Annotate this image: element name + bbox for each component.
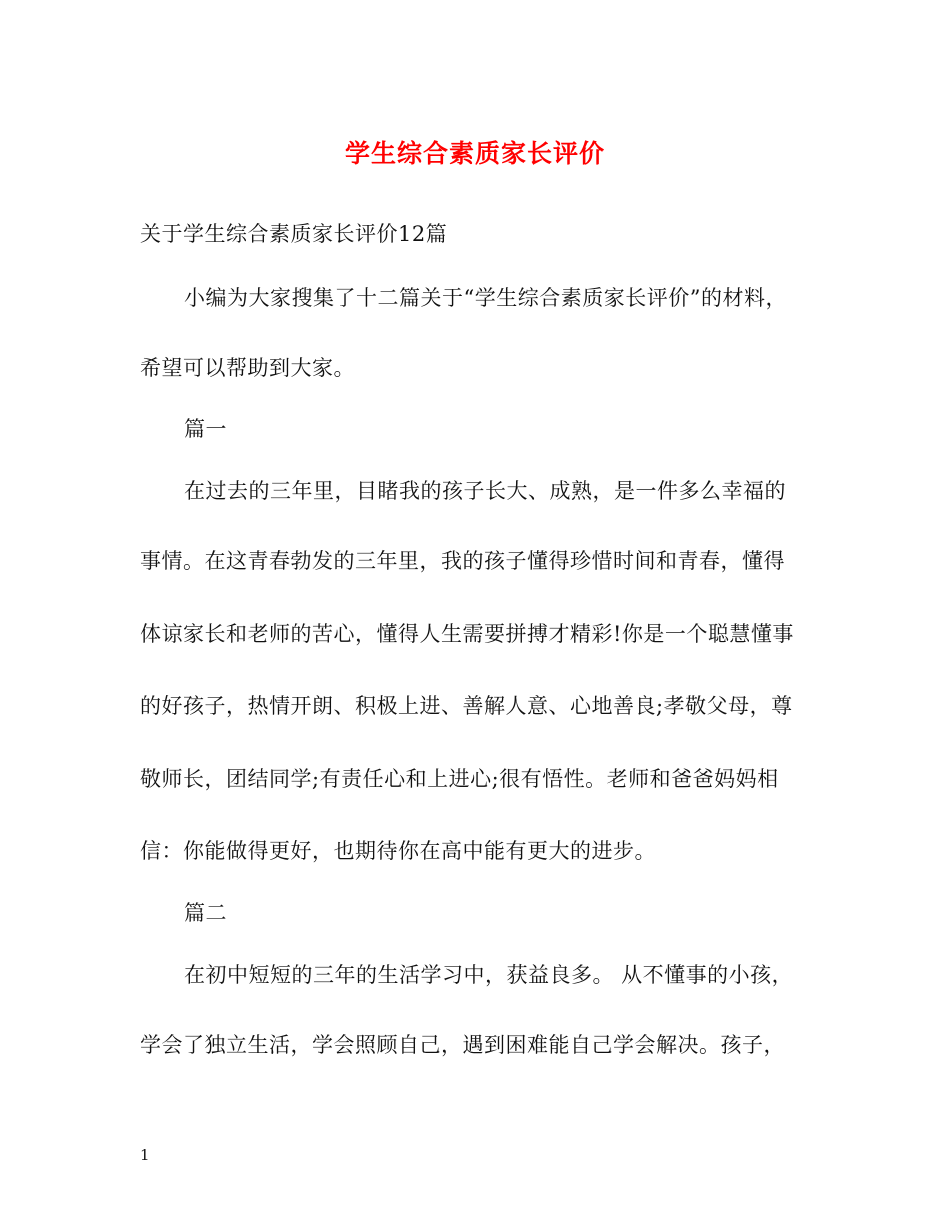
- body-line: 在初中短短的三年的生活学习中，获益良多。 从不懂事的小孩，: [184, 963, 794, 987]
- body-line: 敬师长，团结同学;有责任心和上进心;很有悟性。老师和爸爸妈妈相: [140, 767, 779, 791]
- document-subtitle: 关于学生综合素质家长评价12篇: [140, 222, 448, 246]
- section-heading: 篇一: [184, 417, 227, 441]
- body-line: 希望可以帮助到大家。: [140, 356, 355, 380]
- body-line: 的好孩子，热情开朗、积极上进、善解人意、心地善良;孝敬父母，尊: [140, 694, 793, 718]
- body-line: 事情。在这青春勃发的三年里，我的孩子懂得珍惜时间和青春，懂得: [140, 549, 785, 573]
- page-number: 1: [140, 1146, 150, 1164]
- document-title: 学生综合素质家长评价: [344, 139, 605, 168]
- body-line: 在过去的三年里，目睹我的孩子长大、成熟，是一件多么幸福的: [184, 479, 786, 503]
- section-heading: 篇二: [184, 901, 227, 925]
- body-line: 信：你能做得更好，也期待你在高中能有更大的进步。: [140, 839, 656, 863]
- body-line: 学会了独立生活，学会照顾自己，遇到困难能自己学会解决。孩子，: [140, 1033, 785, 1057]
- body-line: 体谅家长和老师的苦心，懂得人生需要拼搏才精彩!你是一个聪慧懂事: [140, 622, 794, 646]
- body-line: 小编为大家搜集了十二篇关于“学生综合素质家长评价”的材料，: [184, 286, 787, 310]
